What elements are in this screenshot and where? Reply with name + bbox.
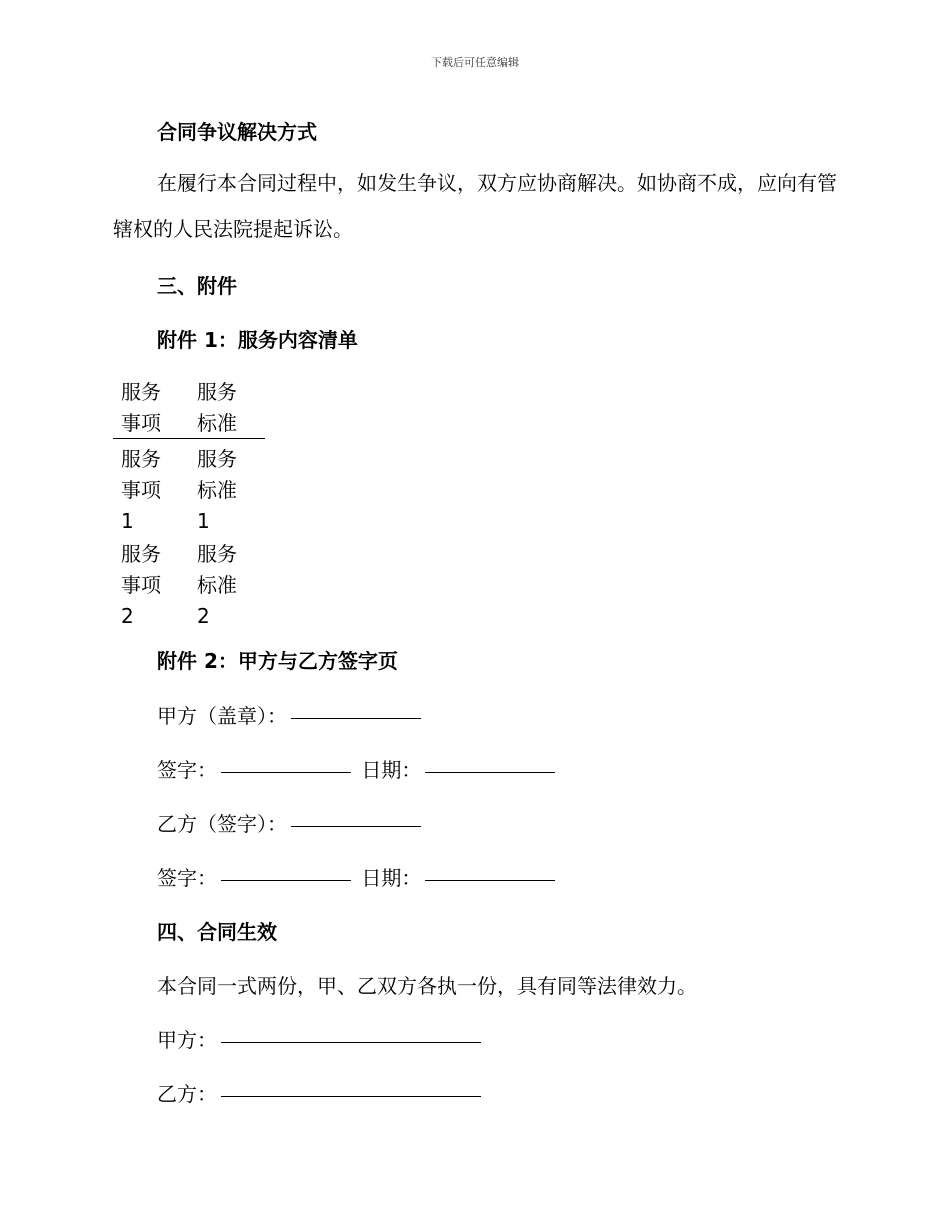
attachment2-title: 附件 2：甲方与乙方签字页 [157, 649, 398, 673]
table-cell-line: 事项 [121, 478, 161, 502]
table-header-cell [197, 377, 237, 439]
effect-party-b-blank[interactable] [221, 1095, 481, 1097]
section-effect-title: 四、合同生效 [157, 920, 277, 944]
page-header-note: 下载后可任意编辑 [431, 56, 519, 69]
section-dispute-text [113, 160, 838, 252]
table-header-line: 标准 [197, 411, 237, 435]
table-header-line: 事项 [121, 411, 161, 435]
sign-label: 签字： [157, 758, 217, 782]
section-effect-text: 本合同一式两份，甲、乙双方各执一份，具有同等法律效力。 [157, 974, 697, 998]
effect-party-a-line [157, 1024, 485, 1053]
party-a-seal-blank[interactable] [291, 717, 421, 719]
table-header-line: 服务 [197, 380, 237, 404]
effect-party-a-label: 甲方： [157, 1028, 217, 1052]
party-a-sign-blank[interactable] [221, 771, 351, 773]
effect-party-b-label: 乙方： [157, 1082, 217, 1106]
table-cell-line: 1 [121, 509, 134, 533]
table-cell-line: 服务 [121, 447, 161, 471]
section-attachments-title: 三、附件 [157, 274, 237, 298]
party-a-seal-label: 甲方（盖章）： [157, 704, 287, 728]
table-cell [197, 444, 237, 537]
table-cell-line: 2 [197, 604, 210, 628]
effect-party-b-line [157, 1078, 485, 1107]
table-cell-line: 2 [121, 604, 134, 628]
sign-label: 签字： [157, 866, 217, 890]
table-header-cell [121, 377, 161, 439]
table-cell-line: 服务 [197, 447, 237, 471]
party-a-seal-line [157, 700, 425, 729]
party-b-sign-blank[interactable] [291, 825, 421, 827]
date-label: 日期： [361, 866, 422, 890]
party-b-sign-line [157, 808, 425, 837]
table-cell-line: 服务 [121, 542, 161, 566]
table-cell [121, 539, 161, 632]
attachment1-title: 附件 1：服务内容清单 [157, 328, 358, 352]
table-cell-line: 标准 [197, 573, 237, 597]
table-cell-line: 事项 [121, 573, 161, 597]
party-a-date-blank[interactable] [425, 771, 555, 773]
section-dispute-title: 合同争议解决方式 [157, 120, 317, 144]
table-cell-line: 服务 [197, 542, 237, 566]
effect-party-a-blank[interactable] [221, 1041, 481, 1043]
party-b-sign-label: 乙方（签字）： [157, 812, 287, 836]
party-b-sign-date-line [157, 862, 559, 891]
table-cell [121, 444, 161, 537]
table-cell-line: 1 [197, 509, 210, 533]
party-b-date-blank[interactable] [425, 879, 555, 881]
date-label: 日期： [361, 758, 422, 782]
section-dispute-text-content: 在履行本合同过程中，如发生争议，双方应协商解决。如协商不成，应向有管辖权的人民法院提起诉讼。 [113, 171, 837, 241]
table-header-line: 服务 [121, 380, 161, 404]
table-cell [197, 539, 237, 632]
party-b-sign-blank-2[interactable] [221, 879, 351, 881]
party-a-sign-date-line [157, 754, 559, 783]
table-header-rule [113, 438, 265, 439]
table-cell-line: 标准 [197, 478, 237, 502]
